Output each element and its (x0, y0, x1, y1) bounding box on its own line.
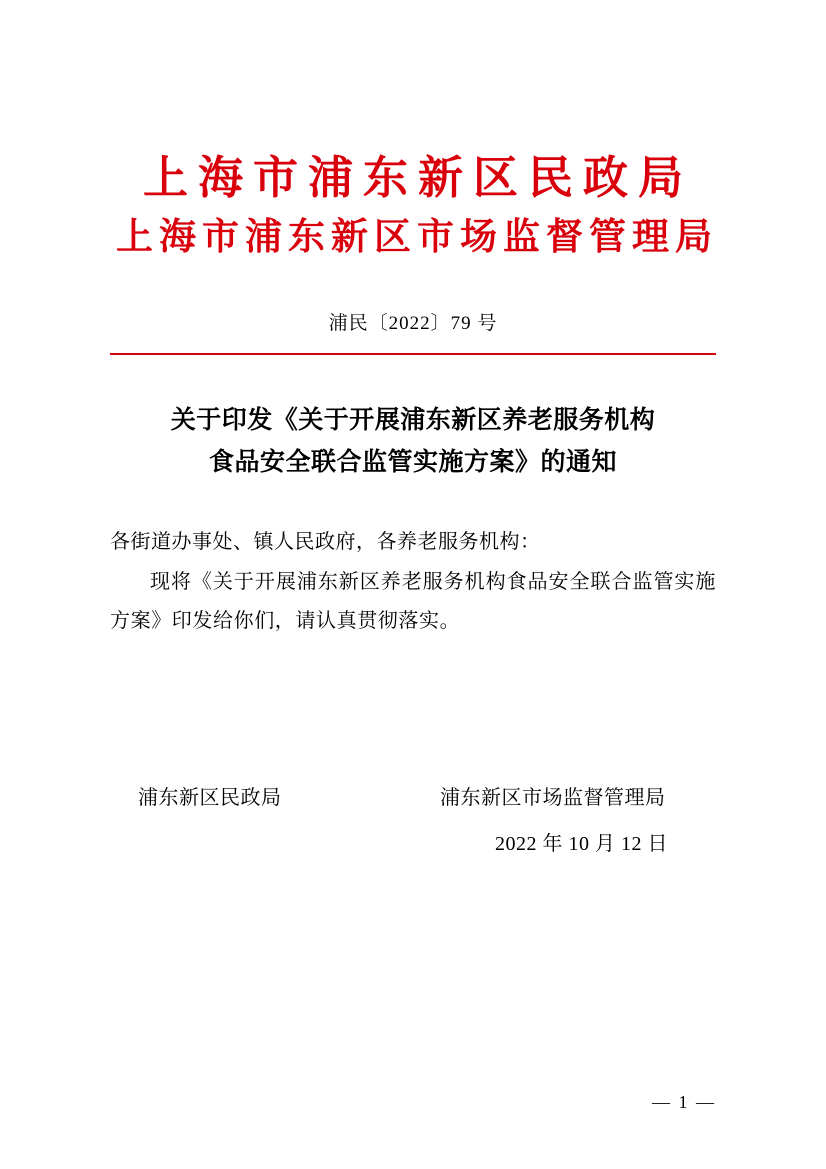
red-divider-rule (110, 353, 716, 355)
signatory-market-regulation: 浦东新区市场监督管理局 (440, 786, 666, 809)
document-title-line-2: 食品安全联合监管实施方案》的通知 (208, 446, 617, 476)
salutation: 各街道办事处、镇人民政府，各养老服务机构： (110, 530, 541, 553)
page-number: — 1 — (652, 1092, 716, 1112)
document-number: 浦民〔2022〕79 号 (328, 313, 498, 335)
signatory-civil-affairs: 浦东新区民政局 (138, 786, 282, 809)
issuing-org-primary: 上海市浦东新区民政局 (142, 151, 693, 204)
signature-date: 2022 年 10 月 12 日 (495, 832, 668, 855)
body-paragraph: 现将《关于开展浦东新区养老服务机构食品安全联合监管实施方案》印发给你们，请认真贯彻落实。 (110, 570, 716, 632)
issuing-org-secondary: 上海市浦东新区市场监督管理局 (116, 214, 718, 259)
document-title (110, 399, 716, 482)
signature-block (110, 781, 716, 891)
document-title-line-1: 关于印发《关于开展浦东新区养老服务机构 (170, 405, 656, 435)
masthead (110, 0, 716, 260)
